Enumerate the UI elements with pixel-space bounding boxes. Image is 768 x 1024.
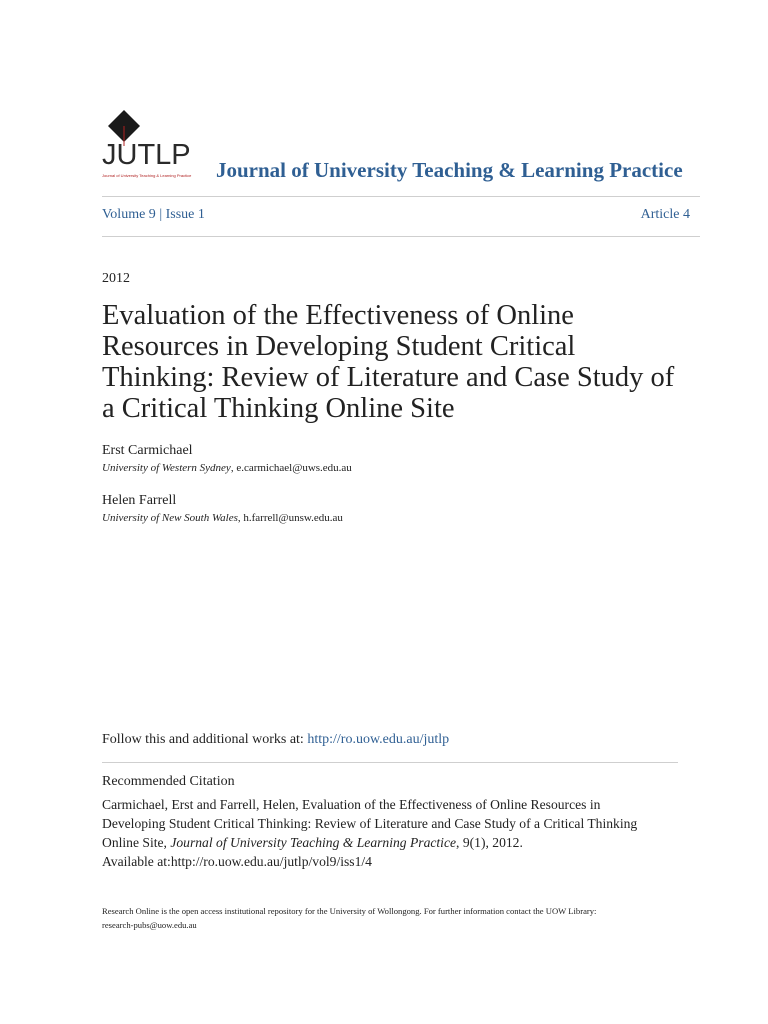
volume-issue bbox=[102, 207, 205, 223]
citation-available: Available at:http://ro.uow.edu.au/jutlp/vol9/iss1/4 bbox=[102, 854, 372, 869]
citation-journal: Journal of University Teaching & Learning Practice bbox=[170, 835, 457, 850]
footer-email: research-pubs@uow.edu.au bbox=[102, 920, 197, 930]
follow-url-link[interactable]: http://ro.uow.edu.au/jutlp bbox=[307, 732, 450, 747]
publication-year: 2012 bbox=[102, 271, 130, 286]
issue-link[interactable]: Issue 1 bbox=[165, 207, 205, 222]
affiliation-institution: University of New South Wales bbox=[102, 512, 238, 524]
author-name: Helen Farrell bbox=[102, 493, 177, 508]
affiliation-institution: University of Western Sydney bbox=[102, 462, 231, 474]
paper-title: Evaluation of the Effectiveness of Online Resources in Developing Student Critical Thinking: Review of Literature and Case Study of a Critical Thinking Online Site bbox=[102, 300, 675, 424]
author-email: , e.carmichael@uws.edu.au bbox=[230, 462, 352, 474]
citation-text bbox=[102, 795, 662, 871]
divider bbox=[102, 762, 678, 763]
citation-heading: Recommended Citation bbox=[102, 774, 235, 789]
volume-link[interactable]: Volume 9 bbox=[102, 207, 156, 222]
author-affiliation bbox=[102, 512, 343, 524]
follow-line bbox=[102, 732, 449, 748]
divider bbox=[102, 236, 700, 237]
author-name: Erst Carmichael bbox=[102, 443, 193, 458]
journal-title-link[interactable]: Journal of University Teaching & Learning Practice bbox=[216, 158, 683, 182]
logo-subtitle: Journal of University Teaching & Learning Practice bbox=[102, 173, 192, 178]
jutlp-logo bbox=[100, 108, 192, 184]
author-affiliation bbox=[102, 462, 352, 474]
logo-text: JUTLP bbox=[102, 139, 191, 171]
citation-part2: , 9(1), 2012. bbox=[456, 835, 523, 850]
separator: | bbox=[159, 207, 163, 222]
divider bbox=[102, 196, 700, 197]
article-link[interactable]: Article 4 bbox=[640, 207, 690, 222]
author-email: , h.farrell@unsw.edu.au bbox=[237, 512, 343, 524]
footer-note bbox=[102, 904, 662, 932]
citation-part1: Carmichael, Erst and Farrell, Helen, Evaluation of the Effectiveness of Online Resources in Developing Student Critical Thinking: Review of Literature and Case Study of a Critical Thinking Online Site, bbox=[102, 797, 638, 850]
footer-line-1: Research Online is the open access institutional repository for the University of Wollongong. For further information contact the UOW Library: bbox=[102, 906, 597, 916]
follow-label: Follow this and additional works at: bbox=[102, 732, 308, 747]
